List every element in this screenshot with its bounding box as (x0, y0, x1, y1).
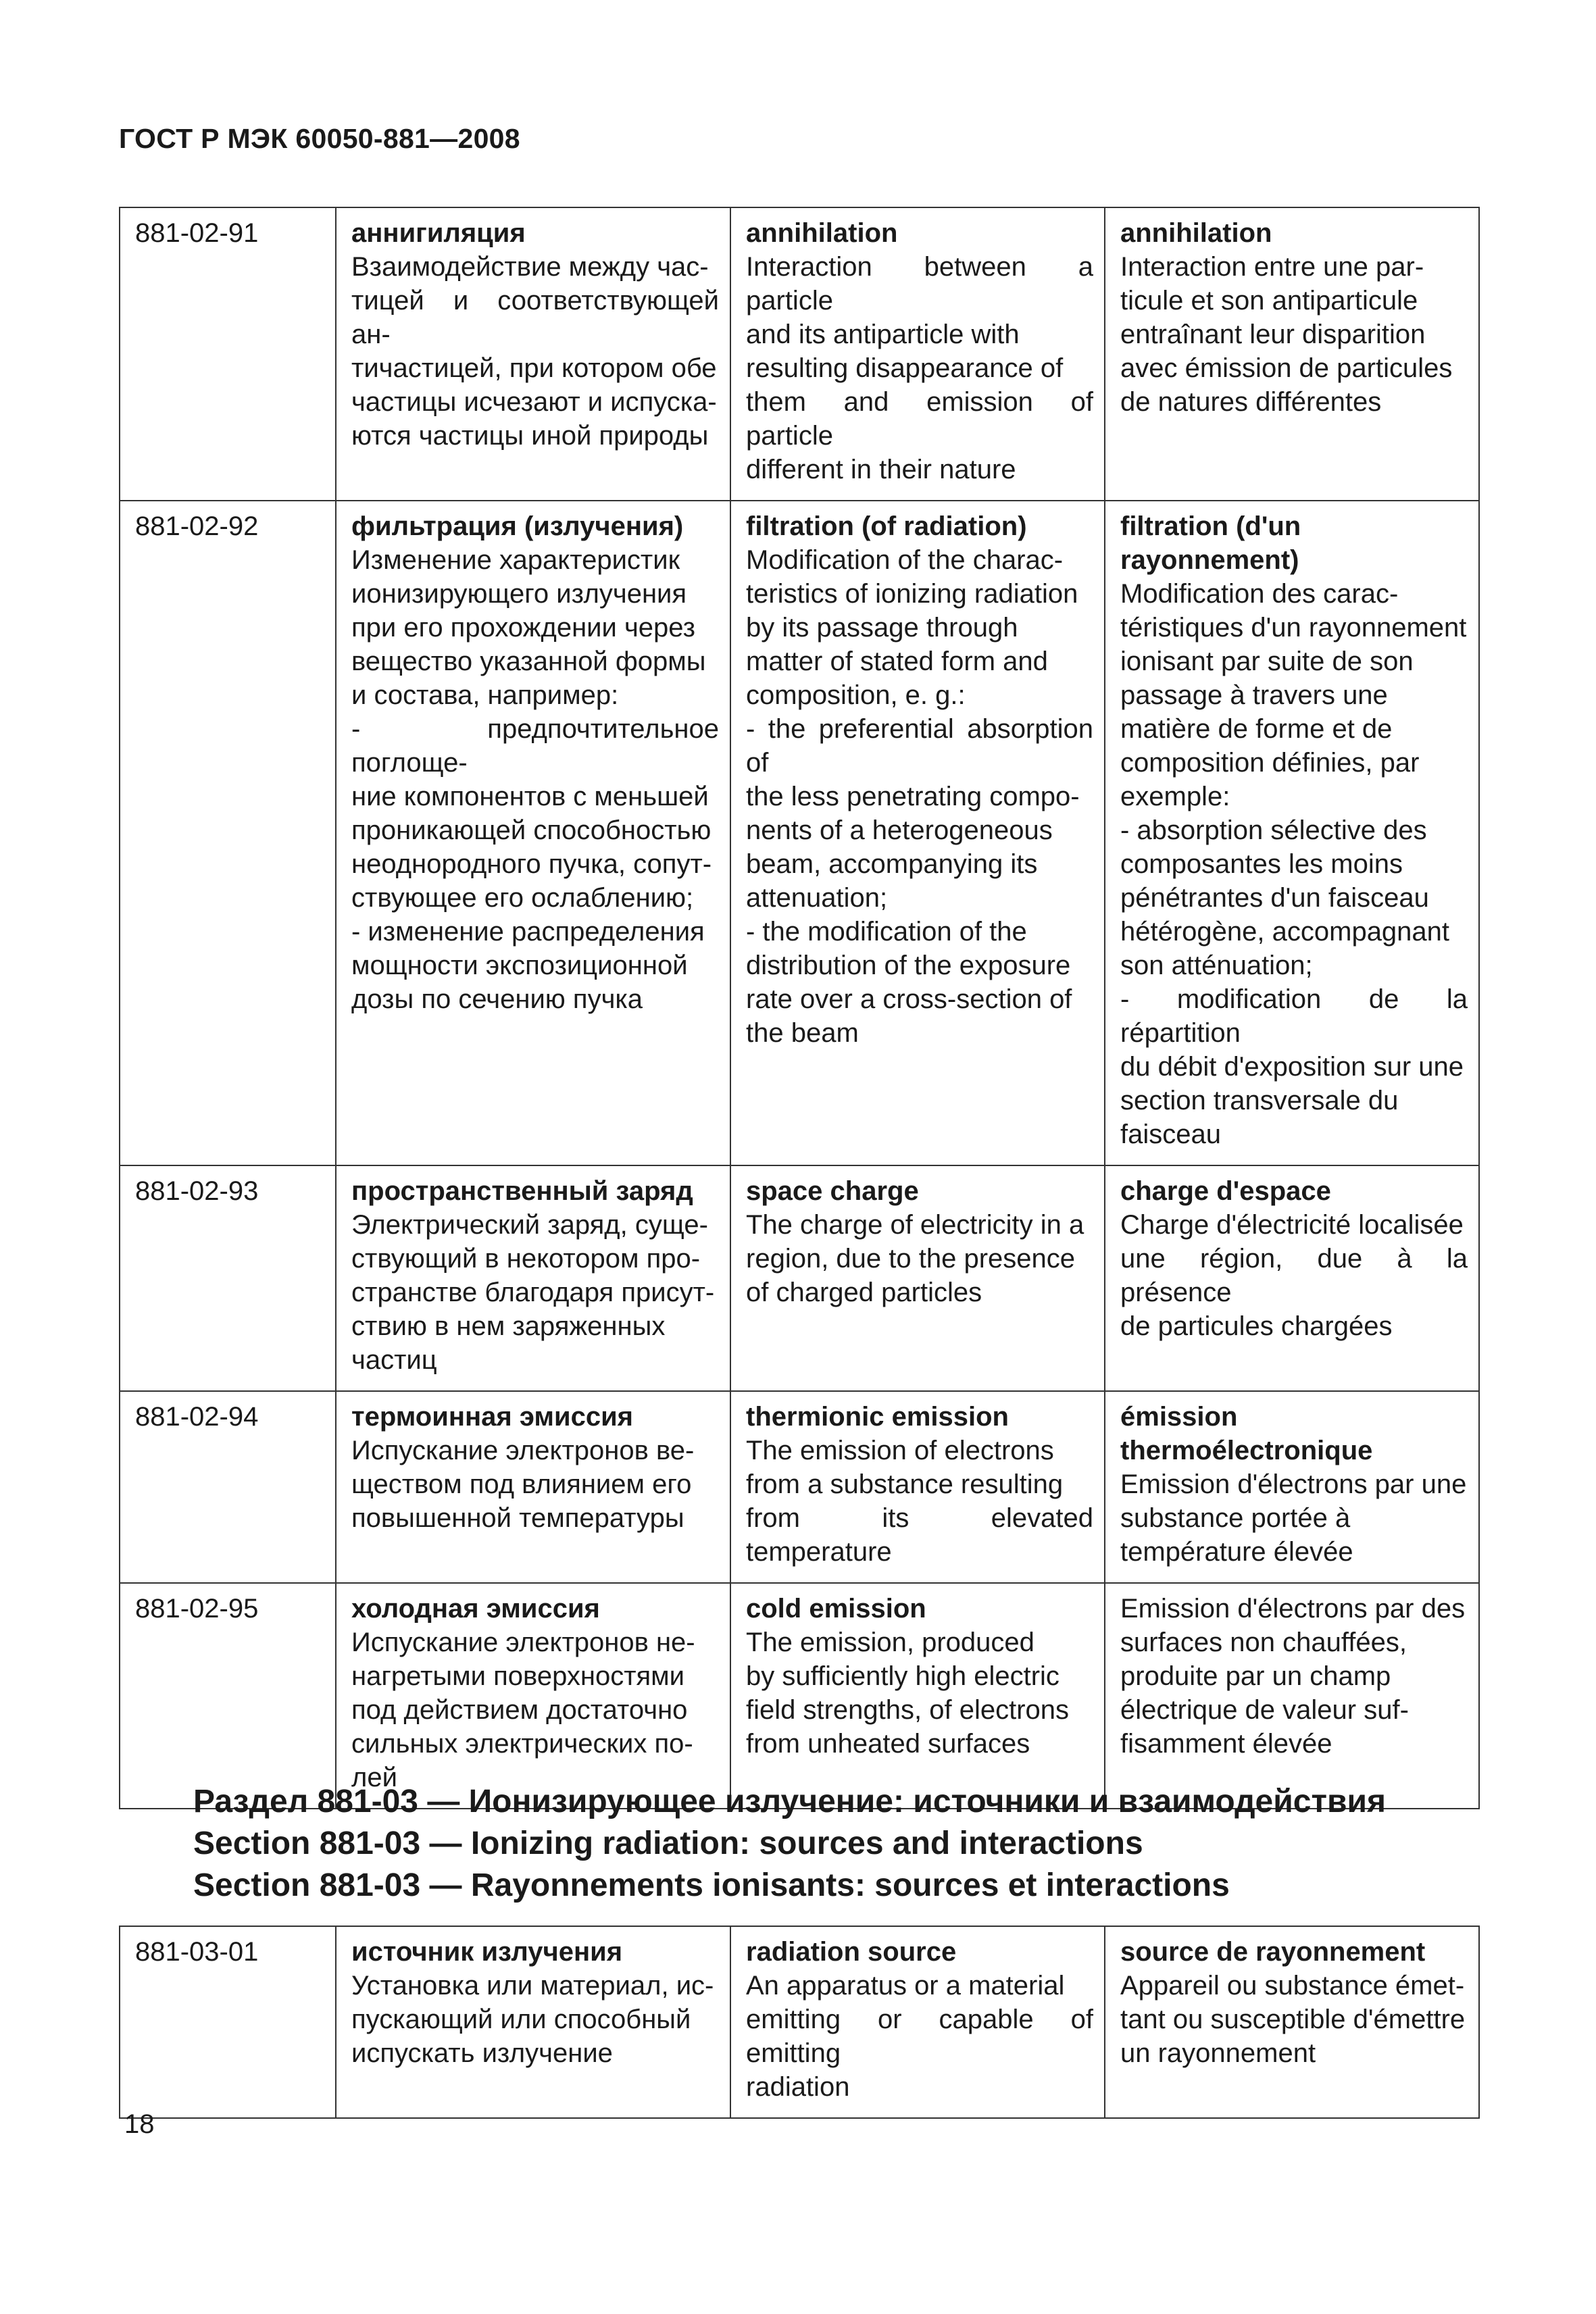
term-number: 881-02-95 (120, 1583, 336, 1809)
definition-line: - the preferential absorption of (746, 714, 1093, 778)
definition-line: - absorption sélective des (1120, 815, 1427, 845)
definition-line: - modification de la répartition (1120, 984, 1468, 1048)
definition-line: Interaction between a particle (746, 252, 1093, 316)
section-heading (193, 1781, 1386, 1907)
term-row (120, 1583, 1479, 1809)
definition-line: - предпочтительное поглоще- (351, 714, 719, 778)
definition-line: composition définies, par (1120, 748, 1420, 778)
term-definition-en (746, 1969, 1093, 2104)
definition-line: The emission of electrons (746, 1436, 1054, 1465)
term-definition-fr (1120, 1969, 1468, 2070)
definition-line: частиц (351, 1345, 437, 1375)
definition-line: Электрический заряд, суще- (351, 1210, 708, 1240)
term-title-ru: фильтрация (излучения) (351, 511, 684, 541)
term-definition-en (746, 1208, 1093, 1309)
definition-line: An apparatus or a material (746, 1971, 1065, 2001)
definition-line: мощности экспозиционной (351, 951, 688, 980)
definition-line: тичастицей, при котором обе (351, 353, 717, 383)
term-cell-fr (1105, 1583, 1479, 1809)
term-title-en: thermionic emission (746, 1402, 1009, 1432)
definition-line: passage à travers une (1120, 680, 1388, 710)
definition-line: teristics of ionizing radiation (746, 579, 1078, 609)
definition-line: The emission, produced (746, 1628, 1034, 1657)
definition-line: hétérogène, accompagnant (1120, 917, 1450, 947)
definition-line: - the modification of the (746, 917, 1027, 947)
term-cell-en (730, 501, 1105, 1165)
definition-line: тицей и соответствующей ан- (351, 286, 719, 349)
definition-line: - изменение распределения (351, 917, 705, 947)
definition-line: дозы по сечению пучка (351, 984, 643, 1014)
term-definition-en (746, 543, 1093, 1050)
definition-line: ствующий в некотором про- (351, 1244, 701, 1274)
definition-line: radiation (746, 2072, 850, 2102)
term-title-ru: термоинная эмиссия (351, 1402, 634, 1432)
definition-line: emitting or capable of emitting (746, 2005, 1093, 2068)
term-cell-ru (336, 501, 730, 1165)
definition-line: son atténuation; (1120, 951, 1313, 980)
section-title-ru: Раздел 881-03 — Ионизирующее излучение: источники и взаимодействия (193, 1784, 1386, 1819)
definition-line: beam, accompanying its (746, 849, 1038, 879)
section-title-en: Section 881-03 — Ionizing radiation: sources and interactions (193, 1826, 1143, 1861)
term-definition-fr (1120, 577, 1468, 1151)
definition-line: tant ou susceptible d'émettre (1120, 2005, 1466, 2034)
term-definition-en (746, 250, 1093, 486)
term-cell-fr (1105, 1926, 1479, 2118)
page-number: 18 (124, 2109, 155, 2139)
definition-line: électrique de valeur suf- (1120, 1695, 1409, 1725)
definition-line: faisceau (1120, 1120, 1221, 1149)
term-row (120, 1165, 1479, 1391)
section-title-fr: Section 881-03 — Rayonnements ionisants: sources et interactions (193, 1867, 1230, 1903)
term-definition-fr (1120, 1592, 1468, 1761)
term-cell-ru (336, 207, 730, 501)
term-cell-fr (1105, 1165, 1479, 1391)
definition-line: Modification des carac- (1120, 579, 1399, 609)
definition-line: под действием достаточно (351, 1695, 688, 1725)
term-definition-fr (1120, 1208, 1468, 1343)
definition-line: distribution of the exposure (746, 951, 1071, 980)
definition-line: substance portée à (1120, 1503, 1351, 1533)
term-definition-fr (1120, 250, 1468, 419)
term-cell-fr (1105, 207, 1479, 501)
term-row (120, 1391, 1479, 1583)
definition-line: неоднородного пучка, сопут- (351, 849, 712, 879)
term-title-ru: холодная эмиссия (351, 1594, 600, 1624)
definition-line: Interaction entre une par- (1120, 252, 1424, 282)
definition-line: ствию в нем заряженных (351, 1311, 666, 1341)
definition-line: ionisant par suite de son (1120, 647, 1414, 676)
term-definition-fr (1120, 1467, 1468, 1569)
definition-line: Испускание электронов не- (351, 1628, 695, 1657)
definition-line: при его прохождении через (351, 613, 696, 643)
definition-line: Emission d'électrons par une (1120, 1469, 1467, 1499)
definition-line: de natures différentes (1120, 387, 1382, 417)
definition-line: de particules chargées (1120, 1311, 1393, 1341)
definition-line: rate over a cross-section of (746, 984, 1072, 1014)
definition-line: сильных электрических по- (351, 1729, 693, 1759)
definition-line: Взаимодействие между час- (351, 252, 709, 282)
term-cell-en (730, 1583, 1105, 1809)
definition-line: field strengths, of electrons (746, 1695, 1070, 1725)
term-cell-ru (336, 1583, 730, 1809)
definition-line: Charge d'électricité localisée (1120, 1210, 1464, 1240)
definition-line: nents of a heterogeneous (746, 815, 1053, 845)
term-definition-ru (351, 1208, 719, 1377)
term-title-fr: émission thermoélectronique (1120, 1402, 1373, 1465)
definition-line: ствующее его ослаблению; (351, 883, 694, 913)
definition-line: Установка или материал, ис- (351, 1971, 714, 2001)
definition-line: by its passage through (746, 613, 1018, 643)
definition-line: téristiques d'un rayonnement (1120, 613, 1467, 643)
definition-line: странстве благодаря присут- (351, 1278, 715, 1307)
definition-line: avec émission de particules (1120, 353, 1453, 383)
term-number: 881-02-93 (120, 1165, 336, 1391)
definition-line: the beam (746, 1018, 859, 1048)
term-definition-ru (351, 543, 719, 1016)
definition-line: surfaces non chauffées, (1120, 1628, 1407, 1657)
term-title-ru: источник излучения (351, 1937, 623, 1967)
definition-line: un rayonnement (1120, 2038, 1316, 2068)
term-title-fr: annihilation (1120, 218, 1272, 248)
term-definition-ru (351, 250, 719, 453)
definition-line: section transversale du (1120, 1086, 1399, 1115)
term-definition-en (746, 1434, 1093, 1569)
term-title-en: radiation source (746, 1937, 957, 1967)
term-title-ru: пространственный заряд (351, 1176, 693, 1206)
term-cell-en (730, 207, 1105, 501)
definition-line: du débit d'exposition sur une (1120, 1052, 1464, 1082)
definition-line: пускающий или способный (351, 2005, 691, 2034)
definition-line: ticule et son antiparticule (1120, 286, 1418, 316)
term-title-fr: filtration (d'un rayonnement) (1120, 511, 1301, 575)
term-cell-en (730, 1391, 1105, 1583)
definition-line: matter of stated form and (746, 647, 1048, 676)
term-title-fr: charge d'espace (1120, 1176, 1331, 1206)
definition-line: region, due to the presence (746, 1244, 1076, 1274)
term-title-fr: source de rayonnement (1120, 1937, 1426, 1967)
definition-line: Emission d'électrons par des (1120, 1594, 1466, 1624)
term-title-en: space charge (746, 1176, 919, 1206)
definition-line: ются частицы иной природы (351, 421, 709, 451)
term-title-en: filtration (of radiation) (746, 511, 1027, 541)
definition-line: The charge of electricity in a (746, 1210, 1084, 1240)
definition-line: from its elevated temperature (746, 1503, 1093, 1567)
term-title-en: annihilation (746, 218, 898, 248)
definition-line: ществом под влиянием его (351, 1469, 692, 1499)
terms-table-section-03 (119, 1926, 1480, 2119)
definition-line: нагретыми поверхностями (351, 1661, 685, 1691)
term-cell-ru (336, 1391, 730, 1583)
definition-line: matière de forme et de (1120, 714, 1393, 744)
term-definition-ru (351, 1969, 719, 2070)
definition-line: produite par un champ (1120, 1661, 1391, 1691)
definition-line: Modification of the charac- (746, 545, 1064, 575)
definition-line: Изменение характеристик (351, 545, 680, 575)
term-number: 881-02-91 (120, 207, 336, 501)
term-number: 881-02-92 (120, 501, 336, 1165)
definition-line: resulting disappearance of (746, 353, 1064, 383)
definition-line: attenuation; (746, 883, 888, 913)
term-cell-en (730, 1926, 1105, 2118)
term-cell-ru (336, 1165, 730, 1391)
term-cell-ru (336, 1926, 730, 2118)
definition-line: une région, due à la présence (1120, 1244, 1468, 1307)
definition-line: the less penetrating compo- (746, 782, 1080, 811)
term-number: 881-03-01 (120, 1926, 336, 2118)
definition-line: вещество указанной формы (351, 647, 706, 676)
definition-line: from unheated surfaces (746, 1729, 1030, 1759)
definition-line: лей (351, 1763, 397, 1792)
term-cell-fr (1105, 501, 1479, 1165)
term-number: 881-02-94 (120, 1391, 336, 1583)
definition-line: composantes les moins (1120, 849, 1403, 879)
term-cell-fr (1105, 1391, 1479, 1583)
definition-line: température élevée (1120, 1537, 1353, 1567)
document-header: ГОСТ Р МЭК 60050-881—2008 (119, 123, 520, 154)
definition-line: of charged particles (746, 1278, 982, 1307)
definition-line: ионизирующего излучения (351, 579, 687, 609)
term-row (120, 1926, 1479, 2118)
definition-line: composition, e. g.: (746, 680, 966, 710)
term-row (120, 501, 1479, 1165)
definition-line: fisamment élevée (1120, 1729, 1332, 1759)
definition-line: испускать излучение (351, 2038, 613, 2068)
definition-line: and its antiparticle with (746, 320, 1020, 349)
definition-line: и состава, например: (351, 680, 619, 710)
definition-line: by sufficiently high electric (746, 1661, 1059, 1691)
definition-line: from a substance resulting (746, 1469, 1064, 1499)
definition-line: проникающей способностью (351, 815, 712, 845)
term-cell-en (730, 1165, 1105, 1391)
definition-line: pénétrantes d'un faisceau (1120, 883, 1429, 913)
term-definition-en (746, 1626, 1093, 1761)
term-definition-ru (351, 1434, 719, 1535)
definition-line: ние компонентов с меньшей (351, 782, 709, 811)
definition-line: Appareil ou substance émet- (1120, 1971, 1465, 2001)
definition-line: повышенной температуры (351, 1503, 684, 1533)
term-title-en: cold emission (746, 1594, 926, 1624)
terms-table (119, 207, 1480, 1809)
term-definition-ru (351, 1626, 719, 1794)
definition-line: exemple: (1120, 782, 1230, 811)
definition-line: Испускание электронов ве- (351, 1436, 695, 1465)
definition-line: different in their nature (746, 455, 1016, 484)
term-row (120, 207, 1479, 501)
definition-line: entraînant leur disparition (1120, 320, 1426, 349)
definition-line: them and emission of particle (746, 387, 1093, 451)
definition-line: частицы исчезают и испуска- (351, 387, 717, 417)
term-title-ru: аннигиляция (351, 218, 526, 248)
